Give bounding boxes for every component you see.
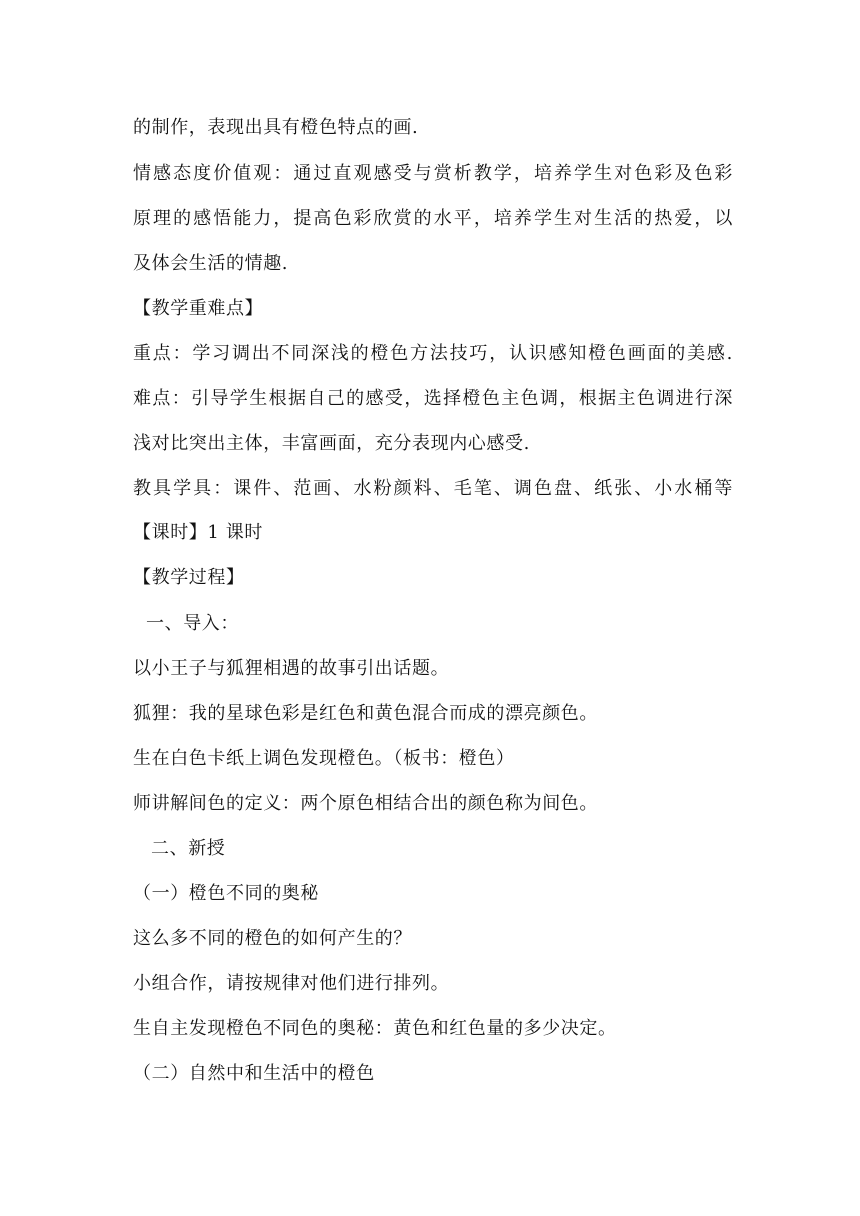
text-line-difficulty: 难点：引导学生根据自己的感受，选择橙色主色调，根据主色调进行深: [133, 388, 733, 409]
text-line-2: 情感态度价值观：通过直观感受与赏析教学，培养学生对色彩及色彩: [133, 163, 733, 184]
text-line-4: 及体会生活的情趣.: [133, 253, 289, 274]
text-line-group-work: 小组合作，请按规律对他们进行排列。: [133, 973, 450, 994]
subheading-introduction: 一、导入：: [146, 613, 239, 634]
subheading-new-lesson: 二、新授: [151, 838, 226, 859]
text-line-discovery: 生自主发现橙色不同色的奥秘：黄色和红色量的多少决定。: [133, 1018, 617, 1039]
text-line-story: 以小王子与狐狸相遇的故事引出话题。: [133, 658, 450, 679]
text-line-3: 原理的感悟能力，提高色彩欣赏的水平，培养学生对生活的热爱，以: [133, 208, 733, 229]
text-line-1: 的制作，表现出具有橙色特点的画.: [133, 117, 419, 138]
section-heading-teaching-process: 【教学过程】: [133, 567, 245, 588]
section-heading-class-hours: 【课时】1 课时: [133, 522, 263, 543]
text-line-fox: 狐狸：我的星球色彩是红色和黄色混合而成的漂亮颜色。: [133, 703, 598, 724]
text-line-teacher-explain: 师讲解间色的定义：两个原色相结合出的颜色称为间色。: [133, 793, 598, 814]
text-line-key-point: 重点：学习调出不同深浅的橙色方法技巧，认识感知橙色画面的美感.: [133, 343, 733, 364]
text-line-difficulty-cont: 浅对比突出主体，丰富画面，充分表现内心感受.: [133, 433, 530, 454]
text-line-question: 这么多不同的橙色的如何产生的？: [133, 928, 412, 949]
text-line-teaching-aids: 教具学具：课件、范画、水粉颜料、毛笔、调色盘、纸张、小水桶等: [133, 478, 733, 499]
subheading-orange-secret: （一）橙色不同的奥秘: [133, 883, 319, 904]
subheading-nature-life-orange: （二）自然中和生活中的橙色: [133, 1063, 375, 1084]
text-line-student-mix: 生在白色卡纸上调色发现橙色。（板书：橙色）: [133, 748, 515, 769]
section-heading-key-points: 【教学重难点】: [133, 298, 264, 319]
